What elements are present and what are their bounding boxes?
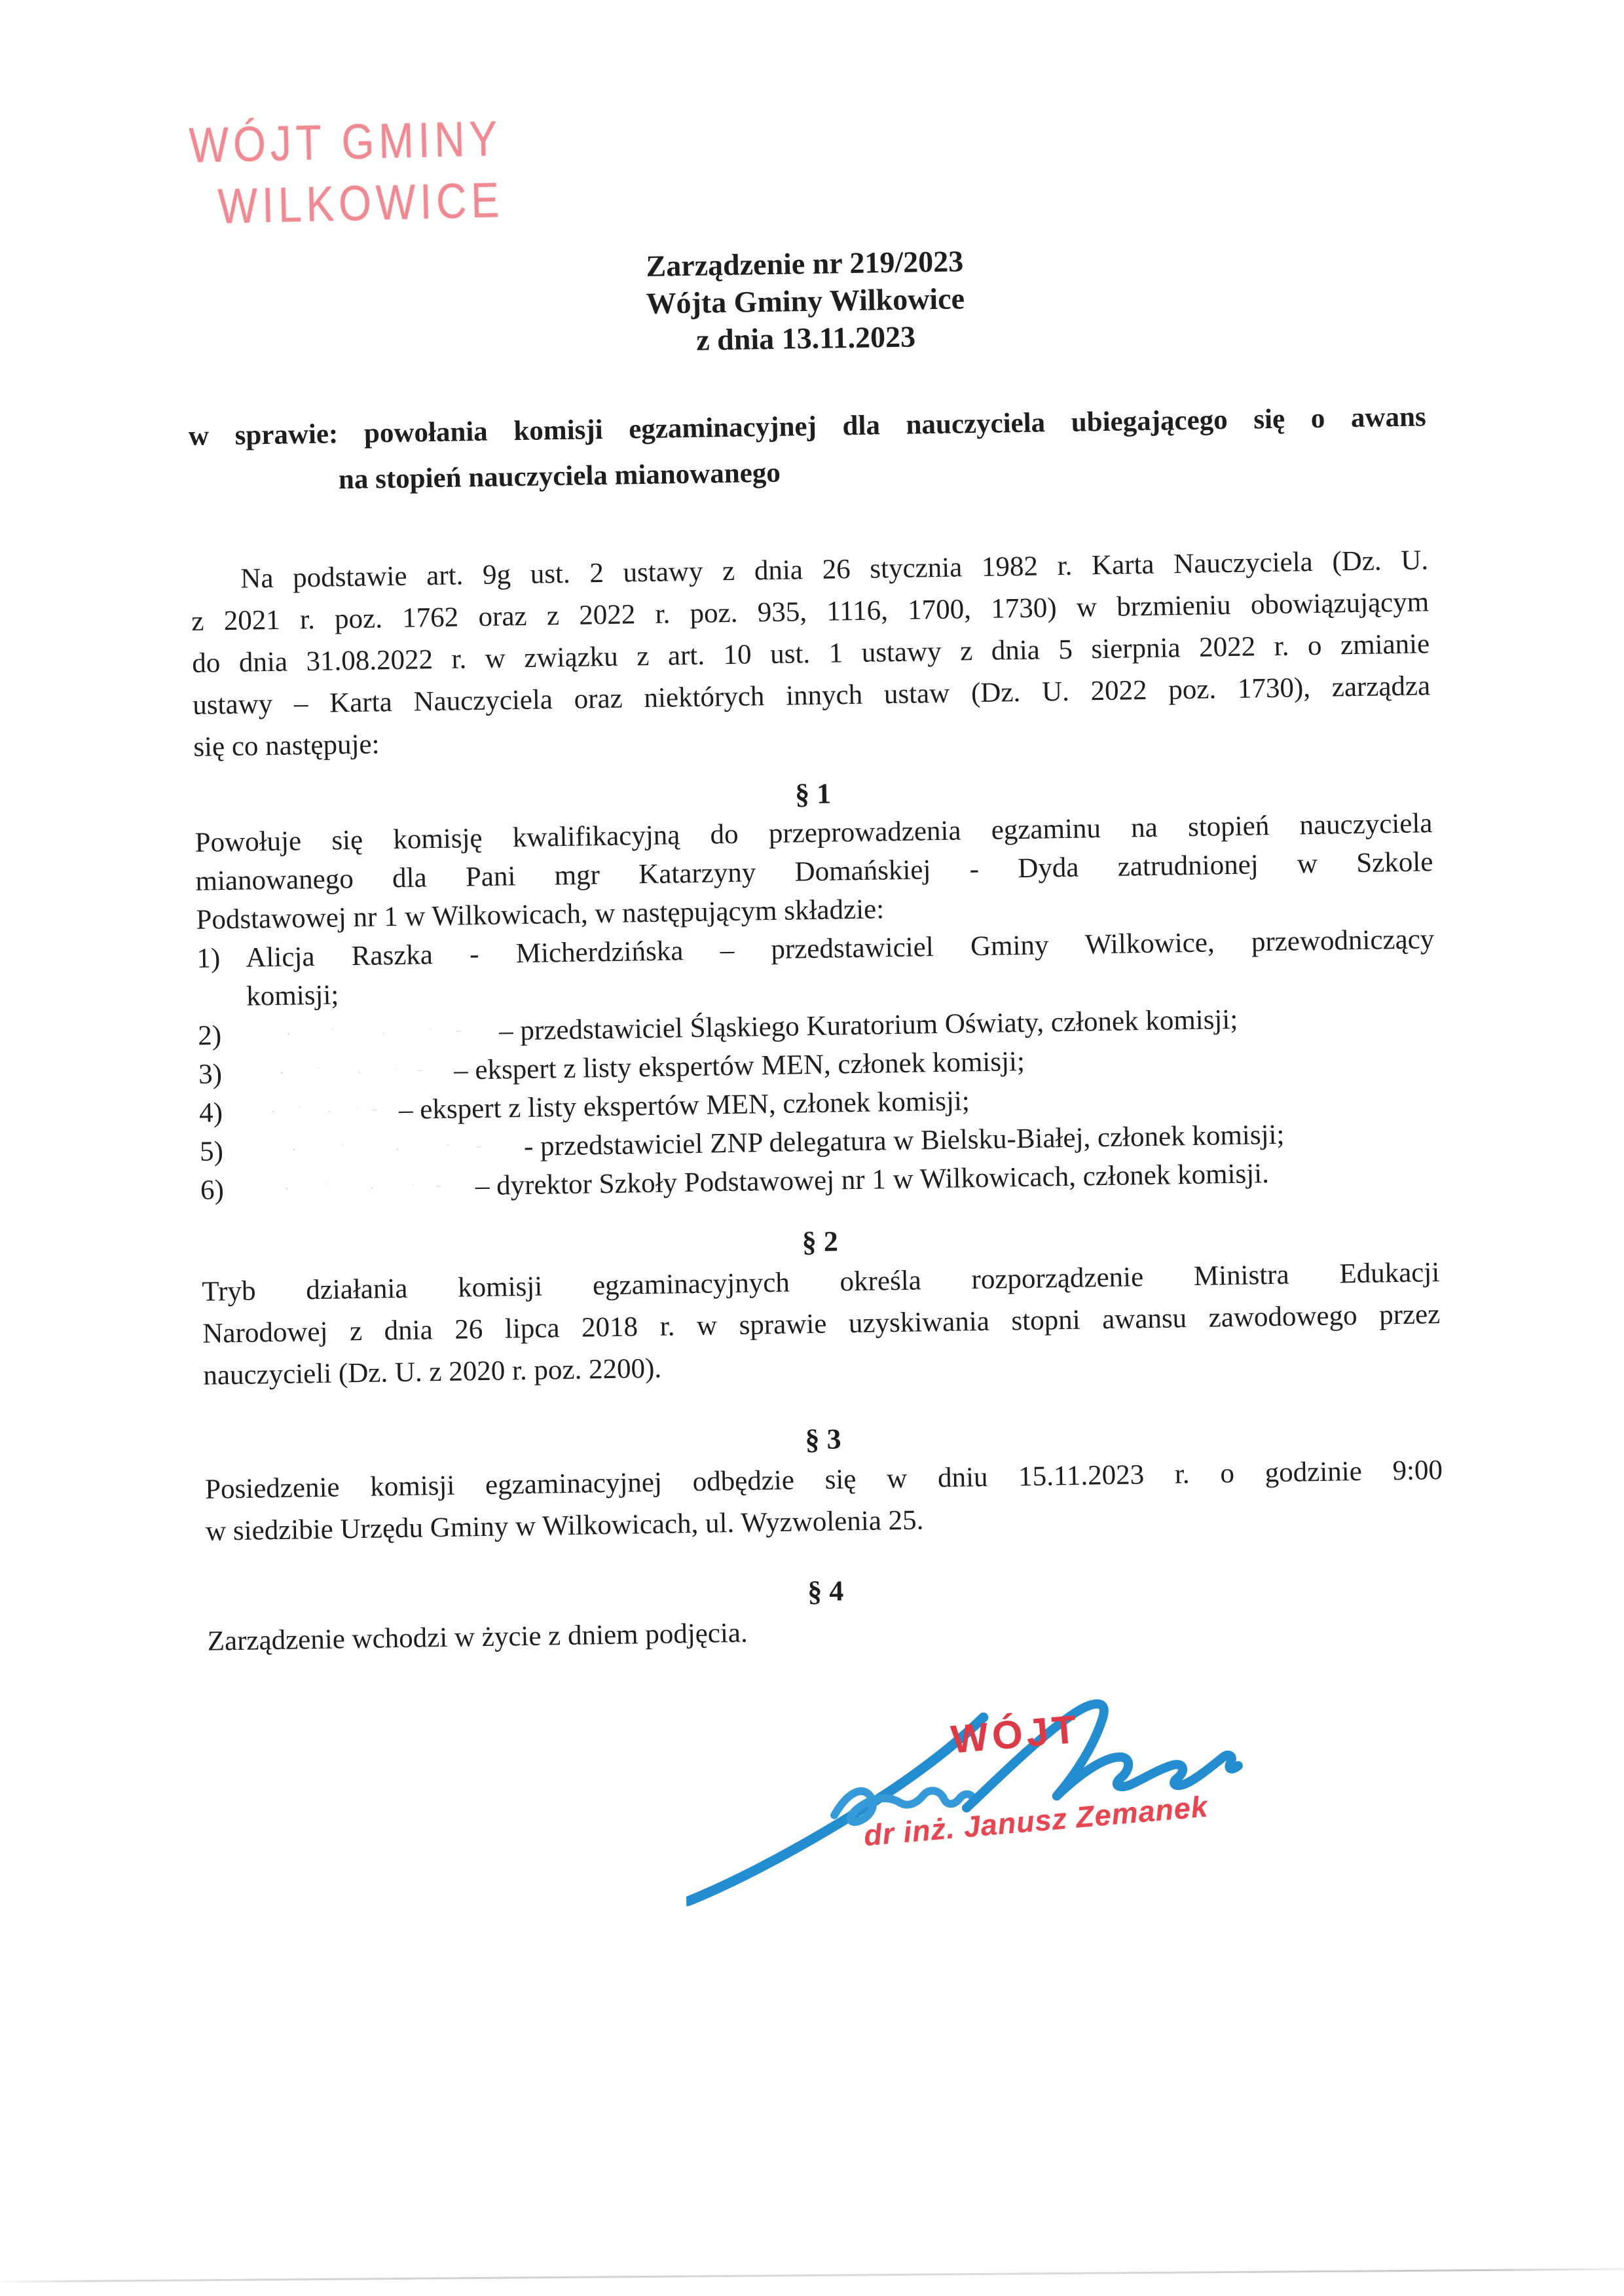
item-number: 3) (198, 1059, 223, 1090)
office-header-stamp-line-1: WÓJT GMINY (188, 110, 503, 173)
signature-block (683, 1685, 1263, 1917)
item-text: Alicja Raszka - Micherdzińska – przedstawiciel Gminy Wilkowice, przewodniczący (246, 924, 1435, 974)
scan-paper-edge (0, 2268, 1624, 2283)
redacted-name-gap (248, 1068, 454, 1076)
redacted-name-gap (248, 1107, 399, 1115)
office-header-stamp (188, 102, 505, 232)
document-subject (188, 394, 1427, 505)
subject-line-1: w sprawie: powołania komisji egzaminacyjnej dla nauczyciela ubiegającego się o awans (188, 401, 1427, 452)
section-1 (194, 765, 1438, 1210)
section-3-line: w siedzibie Urzędu Gminy w Wilkowicach, ul. Wyzwolenia 25. (205, 1504, 924, 1547)
committee-list (196, 920, 1438, 1210)
preamble-line: do dnia 31.08.2022 r. w związku z art. 10 ust. 1 ustawy z dnia 5 sierpnia 2022 r. o zmianie (191, 629, 1430, 679)
document-title (186, 235, 1425, 367)
preamble-line: Na podstawie art. 9g ust. 2 ustawy z dnia 26 stycznia 1982 r. Karta Nauczyciela (Dz. U. (240, 545, 1429, 594)
item-number: 2) (197, 1020, 222, 1051)
item-text: – ekspert z listy ekspertów MEN, członek komisji; (398, 1085, 970, 1125)
office-header-stamp-line-2: WILKOWICE (217, 172, 504, 234)
section-2-heading: § 2 (802, 1225, 839, 1258)
section-2-line: Tryb działania komisji egzaminacyjnych określa rozporządzenie Ministra Edukacji (202, 1257, 1440, 1307)
item-text: – przedstawiciel Śląskiego Kuratorium Oświaty, członek komisji; (498, 1004, 1238, 1047)
legal-basis-paragraph (191, 539, 1431, 769)
section-3-heading: § 3 (805, 1423, 841, 1456)
preamble-line: ustawy – Karta Nauczyciela oraz niektórych innych ustaw (Dz. U. 2022 poz. 1730), zarządza (192, 670, 1431, 721)
section-3-line: Posiedzenie komisji egzaminacyjnej odbędzie się w dniu 15.11.2023 r. o godzinie 9:00 (204, 1455, 1443, 1505)
section-1-line: Podstawowej nr 1 w Wilkowicach, w następującym składzie: (196, 894, 885, 936)
item-text: komisji; (246, 979, 339, 1012)
section-4-line: Zarządzenie wchodzi w życie z dniem podjęcia. (207, 1617, 748, 1657)
section-1-body (194, 804, 1438, 1210)
redacted-name-gap (249, 1144, 524, 1154)
section-1-line: Powołuje się komisję kwalifikacyjną do przeprowadzenia egzaminu na stopień nauczyciela (194, 808, 1433, 858)
section-1-line: mianowanego dla Pani mgr Katarzyny Domańskiej - Dyda zatrudnionej w Szkole (195, 847, 1433, 897)
section-1-heading: § 1 (794, 777, 832, 811)
signer-name: dr inż. Janusz Zemanek (862, 1789, 1209, 1853)
item-text: – ekspert z listy ekspertów MEN, członek komisji; (453, 1046, 1025, 1086)
item-text: - przedstawiciel ZNP delegatura w Bielsku-Białej, członek komisji; (523, 1119, 1285, 1162)
item-number: 4) (198, 1097, 223, 1129)
mayor-stamp-title: WÓJT (949, 1707, 1082, 1762)
redacted-name-gap (247, 1029, 499, 1038)
section-2-line: nauczycieli (Dz. U. z 2020 r. poz. 2200). (203, 1353, 662, 1391)
item-number: 1) (196, 943, 221, 974)
preamble-line: z 2021 r. poz. 1762 oraz z 2022 r. poz. 935, 1116, 1700, 1730) w brzmieniu obowiązującym (191, 587, 1430, 637)
item-number: 6) (200, 1175, 225, 1206)
section-3 (204, 1410, 1444, 1553)
section-2 (201, 1212, 1441, 1397)
title-line-3: z dnia 13.11.2023 (695, 319, 916, 357)
section-4-heading: § 4 (807, 1575, 844, 1608)
section-2-line: Narodowej z dnia 26 lipca 2018 r. w sprawie uzyskiwania stopni awansu zawodowego przez (202, 1299, 1441, 1349)
preamble-line: się co następuje: (193, 729, 380, 763)
section-4 (206, 1562, 1445, 1663)
item-number: 5) (199, 1136, 224, 1167)
redacted-name-gap (249, 1184, 475, 1192)
item-text: – dyrektor Szkoły Podstawowej nr 1 w Wilkowicach, członek komisji. (475, 1158, 1270, 1202)
title-line-1: Zarządzenie nr 219/2023 (646, 244, 964, 283)
subject-line-2: na stopień nauczyciela mianowanego (338, 457, 781, 496)
title-line-2: Wójta Gminy Wilkowice (646, 282, 965, 320)
